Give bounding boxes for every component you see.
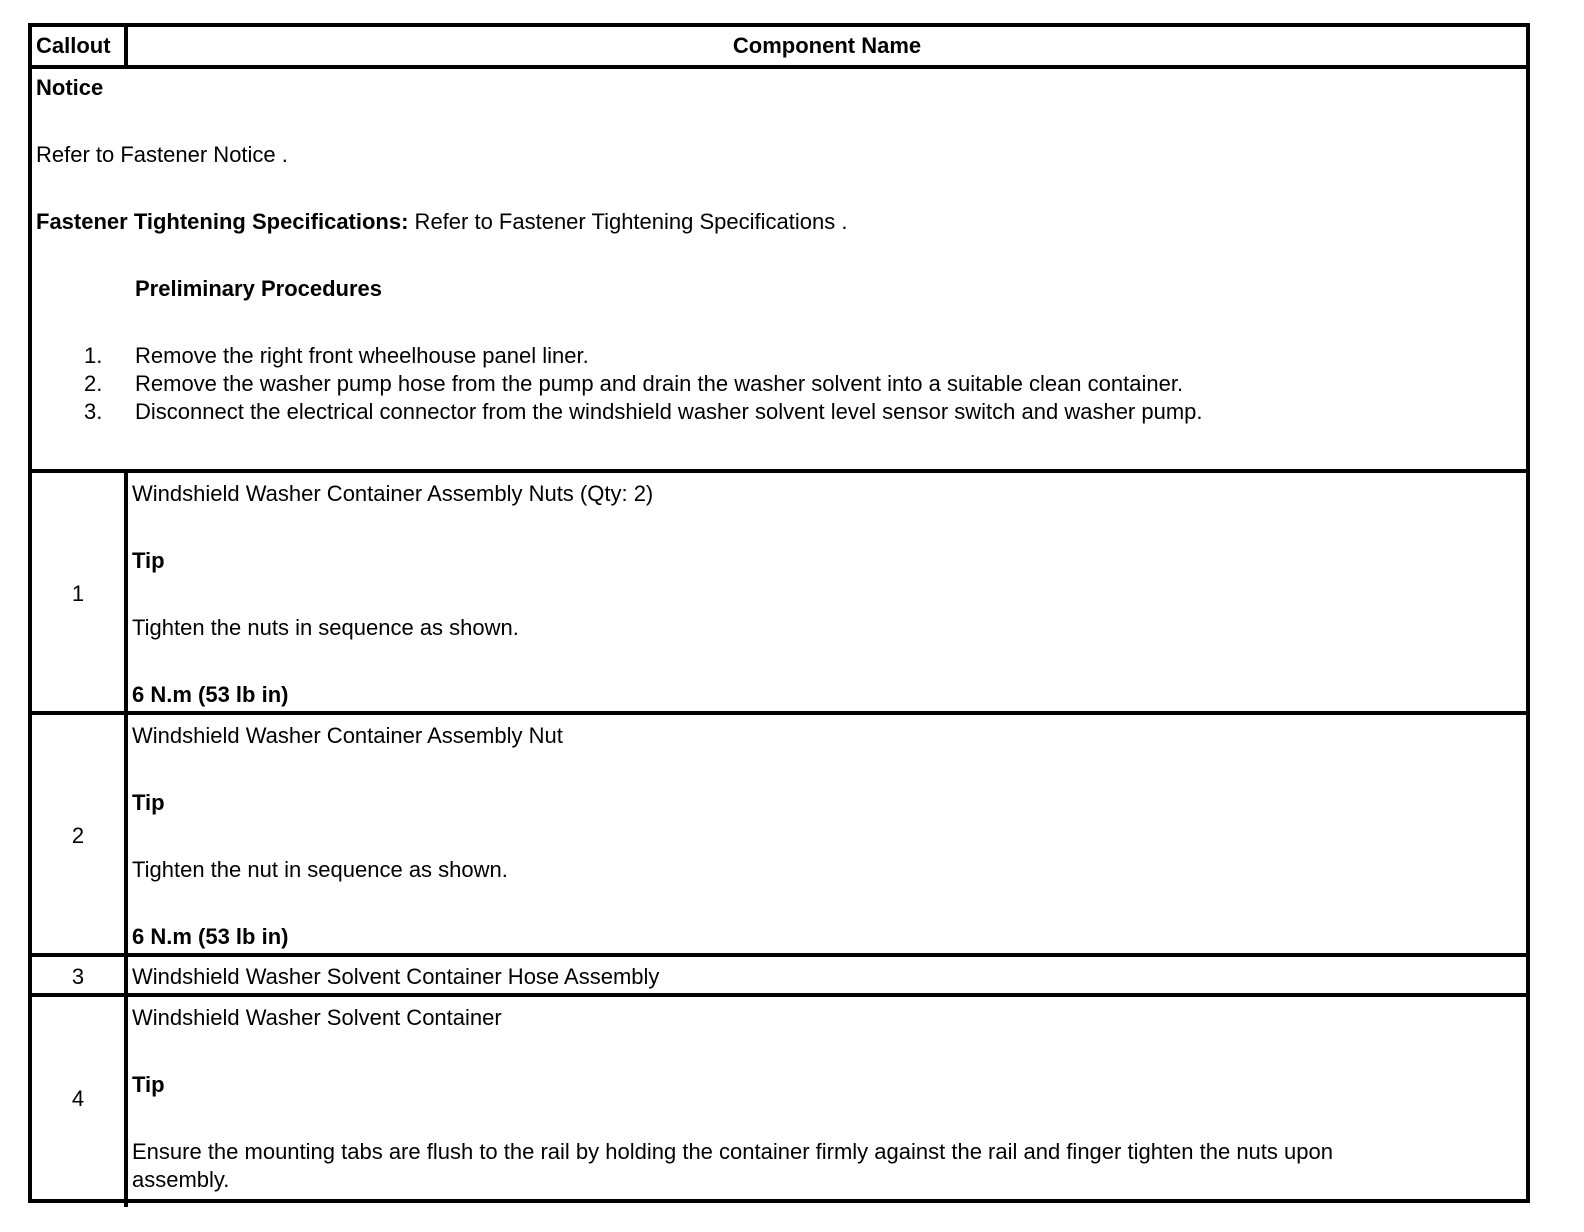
tip-text: Ensure the mounting tabs are flush to the rail by holding the container firmly against the rail and finger tighten the nuts upon <box>132 1139 1333 1164</box>
step-text: Remove the right front wheelhouse panel liner. <box>135 343 589 368</box>
row-divider <box>32 711 1526 715</box>
tip-text: Tighten the nuts in sequence as shown. <box>132 615 519 640</box>
callout-table <box>28 23 1530 1203</box>
step-number: 3. <box>84 399 103 424</box>
tip-label: Tip <box>132 790 165 815</box>
torque-spec: 6 N.m (53 lb in) <box>132 924 289 949</box>
header-component-name: Component Name <box>732 33 922 58</box>
component-name: Windshield Washer Container Assembly Nut <box>132 723 563 748</box>
tip-label: Tip <box>132 548 165 573</box>
step-text: Disconnect the electrical connector from the windshield washer solvent level sensor switch and washer pump. <box>135 399 1203 424</box>
row-divider <box>32 993 1526 997</box>
tip-label: Tip <box>132 1072 165 1097</box>
callout-number: 3 <box>71 964 85 989</box>
callout-number: 1 <box>71 581 85 606</box>
notice-title: Notice <box>36 75 104 100</box>
torque-spec: 6 N.m (53 lb in) <box>132 682 289 707</box>
preliminary-procedures-title: Preliminary Procedures <box>135 276 383 301</box>
callout-number: 2 <box>71 823 85 848</box>
step-number: 1. <box>84 343 103 368</box>
callout-number: 4 <box>71 1086 85 1111</box>
column-divider <box>124 473 128 1207</box>
fastener-spec-text: Refer to Fastener Tightening Specifications . <box>408 209 848 234</box>
header-divider <box>124 27 128 65</box>
fastener-spec-label: Fastener Tightening Specifications: <box>36 209 409 234</box>
tip-text-continued: assembly. <box>132 1167 230 1192</box>
fastener-spec <box>36 209 847 235</box>
step-number: 2. <box>84 371 103 396</box>
notice-text: Refer to Fastener Notice . <box>36 142 288 167</box>
tip-text: Tighten the nut in sequence as shown. <box>132 857 508 882</box>
row-divider <box>32 65 1526 69</box>
component-name: Windshield Washer Solvent Container Hose Assembly <box>132 964 660 989</box>
row-divider <box>32 469 1526 473</box>
row-divider <box>32 953 1526 957</box>
component-name: Windshield Washer Container Assembly Nuts (Qty: 2) <box>132 481 654 506</box>
step-text: Remove the washer pump hose from the pump and drain the washer solvent into a suitable clean container. <box>135 371 1184 396</box>
component-name: Windshield Washer Solvent Container <box>132 1005 502 1030</box>
header-callout: Callout <box>36 33 111 58</box>
